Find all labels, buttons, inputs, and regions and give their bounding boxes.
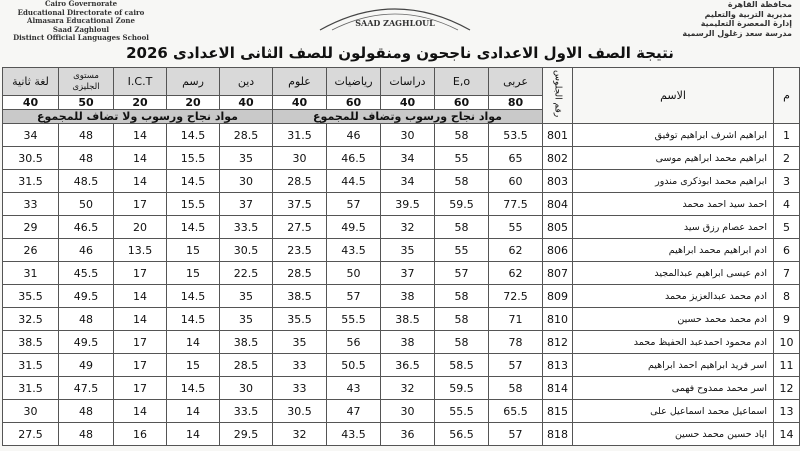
row-index: 7	[774, 262, 800, 285]
score-cell: 78	[489, 331, 543, 354]
score-cell: 55.5	[327, 308, 381, 331]
score-cell: 30	[381, 124, 435, 147]
score-cell: 35	[220, 285, 273, 308]
score-cell: 20	[114, 216, 167, 239]
score-cell: 49.5	[59, 331, 114, 354]
score-cell: 57	[327, 285, 381, 308]
score-cell: 14.5	[167, 170, 220, 193]
subject-header: I.C.T	[114, 68, 167, 96]
table-row	[3, 354, 800, 377]
subject-header: عربى	[489, 68, 543, 96]
score-cell: 62	[489, 239, 543, 262]
max-mark: 60	[435, 96, 489, 110]
score-cell: 14.5	[167, 285, 220, 308]
max-mark: 50	[59, 96, 114, 110]
score-cell: 57	[327, 193, 381, 216]
score-cell: 71	[489, 308, 543, 331]
score-cell: 30	[381, 400, 435, 423]
score-cell: 27.5	[273, 216, 327, 239]
score-cell: 14	[114, 285, 167, 308]
score-cell: 39.5	[381, 193, 435, 216]
score-cell: 15	[167, 354, 220, 377]
subject-header: دراسات	[381, 68, 435, 96]
score-cell: 17	[114, 193, 167, 216]
score-cell: 17	[114, 262, 167, 285]
subject-header: مستوى الجليزى	[59, 68, 114, 96]
score-cell: 49.5	[59, 285, 114, 308]
table-row	[3, 377, 800, 400]
score-cell: 57	[489, 423, 543, 446]
row-index: 3	[774, 170, 800, 193]
score-cell: 46.5	[327, 147, 381, 170]
subject-header: لغة ثانية	[3, 68, 59, 96]
score-cell: 27.5	[3, 423, 59, 446]
header-english-line: Almasara Educational Zone	[27, 16, 135, 25]
table-row	[3, 308, 800, 331]
table-row	[3, 285, 800, 308]
score-cell: 17	[114, 377, 167, 400]
score-cell: 31.5	[3, 377, 59, 400]
score-cell: 33.5	[220, 216, 273, 239]
score-cell: 22.5	[220, 262, 273, 285]
score-cell: 65.5	[489, 400, 543, 423]
score-cell: 32.5	[3, 308, 59, 331]
row-index: 14	[774, 423, 800, 446]
seat-number: 806	[543, 239, 573, 262]
score-cell: 48	[59, 308, 114, 331]
row-index: 11	[774, 354, 800, 377]
score-cell: 50	[59, 193, 114, 216]
table-row	[3, 147, 800, 170]
score-cell: 37.5	[273, 193, 327, 216]
school-logo	[300, 0, 490, 38]
header-arabic-line: مدرسة سعد زغلول الرسمية	[682, 28, 792, 38]
table-row	[3, 170, 800, 193]
header-english-line: Educational Directorate of cairo	[17, 7, 145, 17]
header-arabic-line: إدارة المعصرة التعليمية	[700, 19, 792, 28]
score-cell: 14	[114, 147, 167, 170]
max-mark: 20	[114, 96, 167, 110]
score-cell: 37	[220, 193, 273, 216]
score-cell: 57	[489, 354, 543, 377]
header-english-block	[6, 0, 156, 43]
index-header: م	[774, 68, 800, 124]
score-cell: 43.5	[327, 423, 381, 446]
header-arabic-line: محافظة القاهرة	[727, 0, 792, 9]
score-cell: 30.5	[3, 147, 59, 170]
score-cell: 14.5	[167, 124, 220, 147]
score-cell: 58	[435, 124, 489, 147]
row-index: 13	[774, 400, 800, 423]
score-cell: 58	[435, 216, 489, 239]
row-index: 12	[774, 377, 800, 400]
score-cell: 14	[114, 170, 167, 193]
score-cell: 35.5	[273, 308, 327, 331]
score-cell: 60	[489, 170, 543, 193]
table-row	[3, 239, 800, 262]
score-cell: 55	[435, 239, 489, 262]
score-cell: 43.5	[327, 239, 381, 262]
score-cell: 14	[167, 400, 220, 423]
seat-number: 810	[543, 308, 573, 331]
score-cell: 35.5	[3, 285, 59, 308]
max-mark: 40	[3, 96, 59, 110]
seat-number: 801	[543, 124, 573, 147]
score-cell: 49.5	[327, 216, 381, 239]
table-row	[3, 400, 800, 423]
header-row-subjects	[3, 68, 800, 96]
score-cell: 35	[220, 147, 273, 170]
score-cell: 33.5	[220, 400, 273, 423]
student-name: احمد عصام رزق سيد	[573, 216, 774, 239]
subject-header: رياضيات	[327, 68, 381, 96]
score-cell: 34	[381, 170, 435, 193]
header-arabic-line: مديرية التربية والتعليم	[704, 9, 792, 19]
seat-number: 814	[543, 377, 573, 400]
score-cell: 58	[435, 308, 489, 331]
table-row	[3, 216, 800, 239]
table-row	[3, 124, 800, 147]
score-cell: 30.5	[273, 400, 327, 423]
score-cell: 44.5	[327, 170, 381, 193]
score-cell: 28.5	[273, 262, 327, 285]
name-header: الاسم	[573, 68, 774, 124]
page-title: نتيجة الصف الاول الاعدادى ناجحون ومنقولون للصف الثانى الاعدادى 2026	[126, 44, 674, 62]
document-header	[0, 0, 800, 42]
score-cell: 30	[273, 147, 327, 170]
score-cell: 59.5	[435, 377, 489, 400]
logo-text: SAAD ZAGHLOUL	[355, 18, 435, 28]
score-cell: 29	[3, 216, 59, 239]
score-cell: 14	[167, 423, 220, 446]
score-cell: 28.5	[273, 170, 327, 193]
score-cell: 35	[220, 308, 273, 331]
score-cell: 30	[3, 400, 59, 423]
score-cell: 43	[327, 377, 381, 400]
seat-number: 807	[543, 262, 573, 285]
score-cell: 50	[327, 262, 381, 285]
row-index: 5	[774, 216, 800, 239]
score-cell: 14	[167, 331, 220, 354]
score-cell: 48.5	[59, 170, 114, 193]
score-cell: 35	[273, 331, 327, 354]
score-cell: 38	[381, 285, 435, 308]
student-name: ابراهيم محمد ابوذكرى مندور	[573, 170, 774, 193]
score-cell: 46.5	[59, 216, 114, 239]
row-index: 8	[774, 285, 800, 308]
score-cell: 57	[435, 262, 489, 285]
group-added-label: مواد نجاح ورسوب وتضاف للمجموع	[273, 110, 543, 124]
student-name: ادم عيسى ابراهيم عبدالمجيد	[573, 262, 774, 285]
score-cell: 14	[114, 400, 167, 423]
score-cell: 56.5	[435, 423, 489, 446]
seat-number: 818	[543, 423, 573, 446]
score-cell: 47	[327, 400, 381, 423]
subject-header: E,o	[435, 68, 489, 96]
score-cell: 38.5	[273, 285, 327, 308]
score-cell: 14	[114, 308, 167, 331]
score-cell: 46	[59, 239, 114, 262]
score-cell: 30.5	[220, 239, 273, 262]
score-cell: 32	[381, 377, 435, 400]
student-name: اسر محمد ممدوح فهمى	[573, 377, 774, 400]
max-mark: 20	[167, 96, 220, 110]
score-cell: 15.5	[167, 147, 220, 170]
table-row	[3, 331, 800, 354]
score-cell: 77.5	[489, 193, 543, 216]
max-mark: 40	[273, 96, 327, 110]
seat-number: 812	[543, 331, 573, 354]
score-cell: 38.5	[3, 331, 59, 354]
score-cell: 17	[114, 331, 167, 354]
row-index: 6	[774, 239, 800, 262]
seat-header	[543, 68, 573, 124]
score-cell: 35	[381, 239, 435, 262]
score-cell: 32	[273, 423, 327, 446]
score-cell: 15.5	[167, 193, 220, 216]
score-cell: 58	[489, 377, 543, 400]
score-cell: 30	[220, 377, 273, 400]
student-name: احمد سيد احمد محمد	[573, 193, 774, 216]
results-table	[2, 67, 800, 446]
score-cell: 31.5	[273, 124, 327, 147]
seat-number: 809	[543, 285, 573, 308]
score-cell: 50.5	[327, 354, 381, 377]
score-cell: 31.5	[3, 170, 59, 193]
max-mark: 40	[381, 96, 435, 110]
group-not-added-label: مواد نجاح ورسوب ولا تضاف للمجموع	[3, 110, 273, 124]
student-name: اياد حسين محمد حسين	[573, 423, 774, 446]
header-english-line: Cairo Governorate	[44, 0, 118, 8]
score-cell: 13.5	[114, 239, 167, 262]
score-cell: 28.5	[220, 124, 273, 147]
score-cell: 26	[3, 239, 59, 262]
seat-number: 815	[543, 400, 573, 423]
seat-number: 803	[543, 170, 573, 193]
score-cell: 59.5	[435, 193, 489, 216]
row-index: 10	[774, 331, 800, 354]
score-cell: 36	[381, 423, 435, 446]
score-cell: 30	[220, 170, 273, 193]
seat-number: 802	[543, 147, 573, 170]
score-cell: 38.5	[381, 308, 435, 331]
score-cell: 16	[114, 423, 167, 446]
score-cell: 28.5	[220, 354, 273, 377]
score-cell: 62	[489, 262, 543, 285]
score-cell: 58	[435, 170, 489, 193]
student-name: ادم محمود احمدعبد الحفيظ محمد	[573, 331, 774, 354]
max-mark: 80	[489, 96, 543, 110]
header-english-line: Distinct Official Languages School	[13, 33, 149, 42]
score-cell: 72.5	[489, 285, 543, 308]
score-cell: 14.5	[167, 377, 220, 400]
score-cell: 48	[59, 423, 114, 446]
score-cell: 31.5	[3, 354, 59, 377]
student-name: اسر فريد ابراهيم احمد ابراهيم	[573, 354, 774, 377]
table-row	[3, 423, 800, 446]
score-cell: 14.5	[167, 308, 220, 331]
header-arabic-block	[602, 0, 792, 38]
score-cell: 36.5	[381, 354, 435, 377]
header-english-line: Saad Zaghloul	[52, 24, 110, 34]
subject-header: رسم	[167, 68, 220, 96]
student-name: ابراهيم اشرف ابراهيم توفيق	[573, 124, 774, 147]
score-cell: 32	[381, 216, 435, 239]
score-cell: 38.5	[220, 331, 273, 354]
student-name: اسماعيل محمد اسماعيل على	[573, 400, 774, 423]
subject-header: علوم	[273, 68, 327, 96]
row-index: 4	[774, 193, 800, 216]
score-cell: 14	[114, 124, 167, 147]
row-index: 9	[774, 308, 800, 331]
score-cell: 23.5	[273, 239, 327, 262]
score-cell: 33	[3, 193, 59, 216]
score-cell: 65	[489, 147, 543, 170]
max-mark: 40	[220, 96, 273, 110]
score-cell: 48	[59, 147, 114, 170]
table-row	[3, 262, 800, 285]
score-cell: 33	[273, 354, 327, 377]
seat-number: 805	[543, 216, 573, 239]
student-name: ابراهيم محمد ابراهيم موسى	[573, 147, 774, 170]
student-name: ادم ابراهيم محمد ابراهيم	[573, 239, 774, 262]
seat-number: 813	[543, 354, 573, 377]
score-cell: 38	[381, 331, 435, 354]
seat-header-label: رقم الجلوس	[552, 70, 563, 118]
table-row	[3, 193, 800, 216]
score-cell: 47.5	[59, 377, 114, 400]
score-cell: 46	[327, 124, 381, 147]
score-cell: 48	[59, 400, 114, 423]
score-cell: 33	[273, 377, 327, 400]
max-mark: 60	[327, 96, 381, 110]
score-cell: 58.5	[435, 354, 489, 377]
score-cell: 55	[435, 147, 489, 170]
score-cell: 55	[489, 216, 543, 239]
score-cell: 45.5	[59, 262, 114, 285]
seat-number: 804	[543, 193, 573, 216]
score-cell: 14.5	[167, 216, 220, 239]
row-index: 1	[774, 124, 800, 147]
score-cell: 15	[167, 239, 220, 262]
score-cell: 58	[435, 331, 489, 354]
score-cell: 56	[327, 331, 381, 354]
score-cell: 17	[114, 354, 167, 377]
score-cell: 15	[167, 262, 220, 285]
score-cell: 29.5	[220, 423, 273, 446]
score-cell: 31	[3, 262, 59, 285]
score-cell: 34	[3, 124, 59, 147]
score-cell: 34	[381, 147, 435, 170]
subject-header: دين	[220, 68, 273, 96]
student-name: ادم محمد عبدالعزيز محمد	[573, 285, 774, 308]
score-cell: 58	[435, 285, 489, 308]
score-cell: 49	[59, 354, 114, 377]
score-cell: 37	[381, 262, 435, 285]
score-cell: 48	[59, 124, 114, 147]
score-cell: 53.5	[489, 124, 543, 147]
row-index: 2	[774, 147, 800, 170]
score-cell: 55.5	[435, 400, 489, 423]
student-name: ادم محمد محمد حسين	[573, 308, 774, 331]
